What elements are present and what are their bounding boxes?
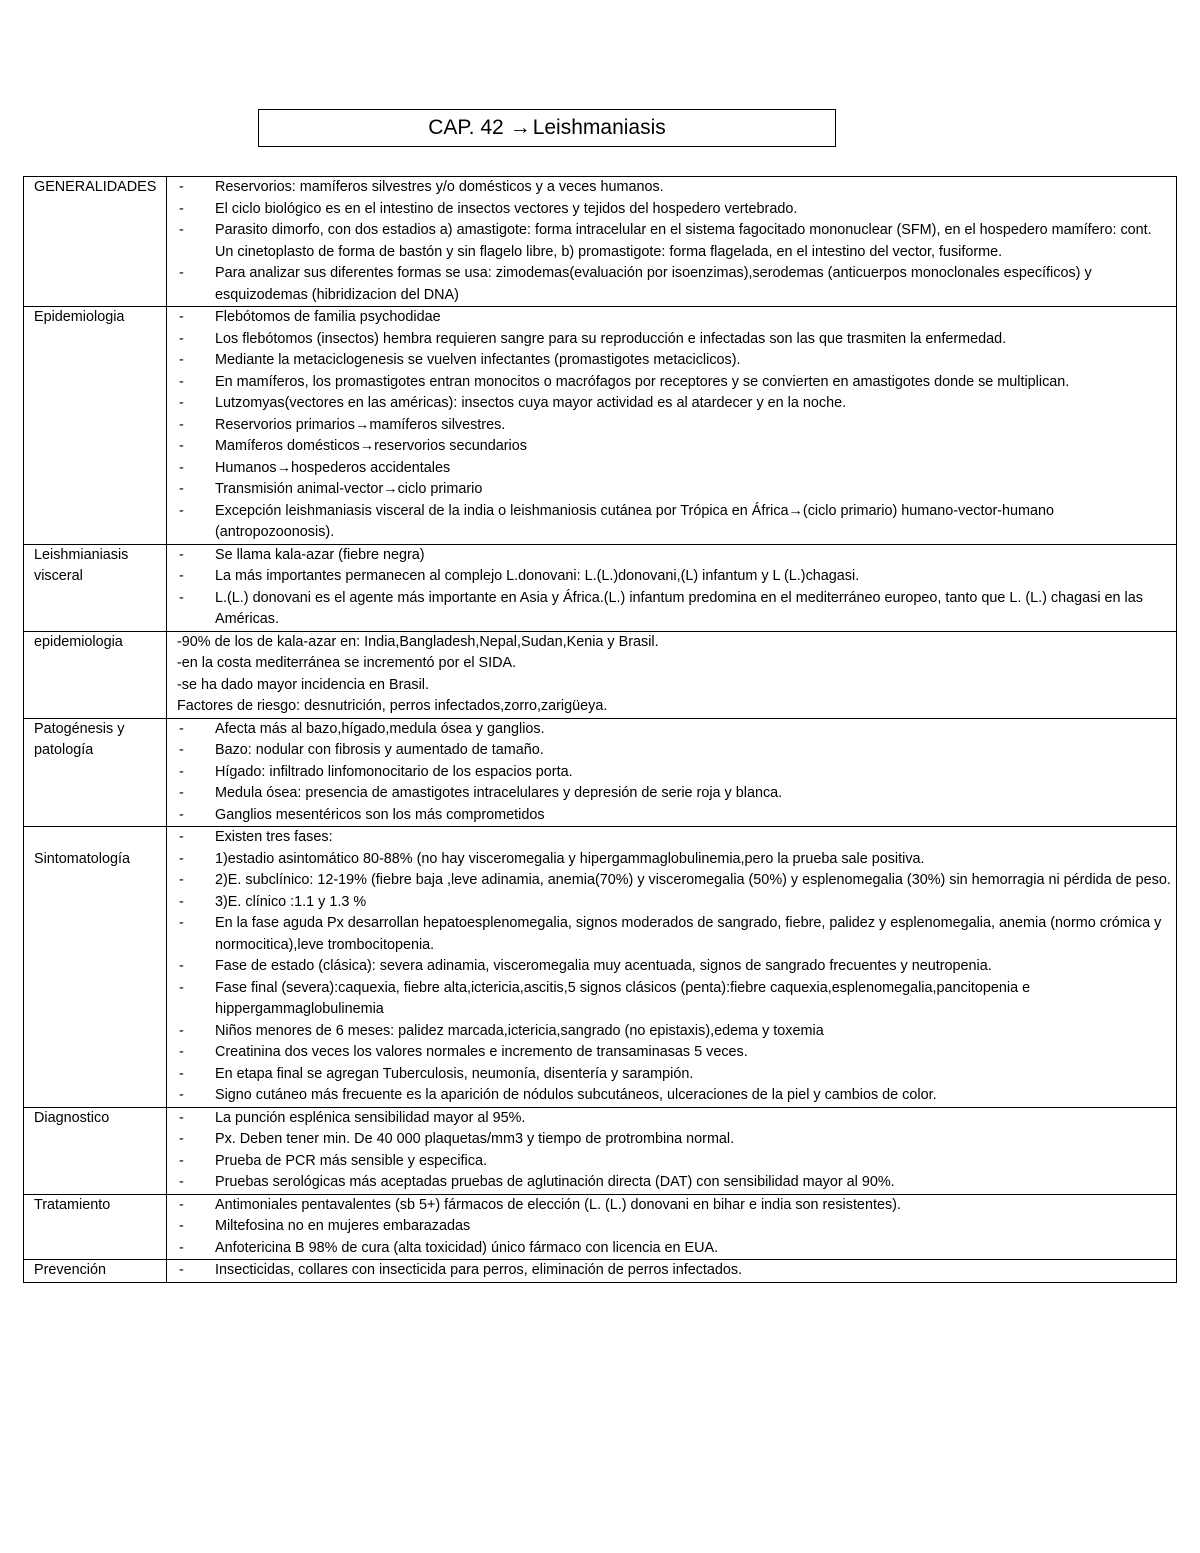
- chapter-name: Leishmaniasis: [532, 116, 666, 139]
- section-row: [24, 544, 1177, 631]
- list-item: - Medula ósea: presencia de amastigotes intracelulares y depresión de serie roja y blanca.: [177, 783, 1172, 805]
- section-label: [24, 307, 167, 545]
- list-item: - Anfotericina B 98% de cura (alta toxicidad) único fármaco con licencia en EUA.: [177, 1238, 1172, 1260]
- section-content: [167, 1260, 1177, 1283]
- section-content: [167, 631, 1177, 718]
- list-item: - Reservorios primarios→mamíferos silvestres.: [177, 415, 1172, 437]
- section-label-text: Patogénesis y patología: [34, 720, 125, 758]
- text-line: -90% de los de kala-azar en: India,Bangladesh,Nepal,Sudan,Kenia y Brasil.: [177, 633, 659, 650]
- text-line: Factores de riesgo: desnutrición, perros infectados,zorro,zarigüeya.: [177, 698, 608, 714]
- list-item: - La más importantes permanecen al complejo L.donovani: L.(L.)donovani,(L) infantum y L (L.)chagasi.: [177, 566, 1172, 588]
- bullet-list: [177, 307, 1172, 544]
- bullet-list: [177, 1195, 1172, 1260]
- list-item: - Prueba de PCR más sensible y especifica.: [177, 1151, 1172, 1173]
- list-item: - Humanos→hospederos accidentales: [177, 458, 1172, 480]
- bullet-list: [177, 1108, 1172, 1194]
- section-row: [24, 1194, 1177, 1260]
- list-item: - Miltefosina no en mujeres embarazadas: [177, 1216, 1172, 1238]
- list-item: - Existen tres fases:: [177, 827, 1172, 849]
- section-content: [167, 718, 1177, 827]
- section-label: [24, 718, 167, 827]
- bullet-list: [177, 545, 1172, 631]
- list-item: - Lutzomyas(vectores en las américas): insectos cuya mayor actividad es al atardecer y en la noche.: [177, 393, 1172, 415]
- section-label: [24, 1107, 167, 1194]
- section-label: [24, 1194, 167, 1260]
- list-item: - Signo cutáneo más frecuente es la aparición de nódulos subcutáneos, ulceraciones de la piel y cambios de color.: [177, 1085, 1172, 1107]
- list-item: - 2)E. subclínico: 12-19% (fiebre baja ,leve adinamia, anemia(70%) y visceromegalia (50%) y esplenomegalia (30%) sin hemorragia ni pérdida de peso.: [177, 870, 1172, 892]
- section-content: [167, 1107, 1177, 1194]
- text-line: -en la costa mediterránea se incrementó por el SIDA.: [177, 655, 517, 671]
- list-item: - Los flebótomos (insectos) hembra requieren sangre para su reproducción e infectadas son las que trasmiten la enfermedad.: [177, 329, 1172, 351]
- list-item: - El ciclo biológico es en el intestino de insectos vectores y tejidos del hospedero vertebrado.: [177, 199, 1172, 221]
- bullet-list: [177, 827, 1172, 1107]
- section-row: [24, 827, 1177, 1108]
- label-spacer: [34, 827, 162, 849]
- section-label: [24, 827, 167, 1108]
- chapter-title-box: [258, 109, 836, 147]
- section-row: [24, 177, 1177, 307]
- section-label: [24, 177, 167, 307]
- section-label-text: Epidemiologia: [34, 309, 125, 325]
- section-content: [167, 827, 1177, 1108]
- right-arrow-icon: →: [509, 116, 531, 139]
- section-content: [167, 544, 1177, 631]
- section-label-text: Prevención: [34, 1262, 106, 1278]
- section-content: [167, 1194, 1177, 1260]
- section-label-text: epidemiologia: [34, 633, 123, 650]
- list-item: - Reservorios: mamíferos silvestres y/o domésticos y a veces humanos.: [177, 177, 1172, 199]
- list-item: - Transmisión animal-vector→ciclo primario: [177, 479, 1172, 501]
- section-label: [24, 544, 167, 631]
- list-item: - Flebótomos de familia psychodidae: [177, 307, 1172, 329]
- list-item: - 1)estadio asintomático 80-88% (no hay visceromegalia y hipergammaglobulinemia,pero la prueba sale positiva.: [177, 849, 1172, 871]
- list-item: - Se llama kala-azar (fiebre negra): [177, 545, 1172, 567]
- list-item: - La punción esplénica sensibilidad mayor al 95%.: [177, 1108, 1172, 1130]
- section-label-text: Leishmianiasis visceral: [34, 546, 129, 584]
- section-row: [24, 1260, 1177, 1283]
- list-item: - Parasito dimorfo, con dos estadios a) amastigote: forma intracelular en el sistema fagocitado mononuclear (SFM), en el hospedero mamífero: cont. Un cinetoplasto de forma de bastón y sin flagelo libre, b) promastigote: forma flagelada, en el intestino del vector, fusiforme.: [177, 220, 1172, 263]
- bullet-list: [177, 177, 1172, 306]
- list-item: - Para analizar sus diferentes formas se usa: zimodemas(evaluación por isoenzimas),serodemas (anticuerpos monoclonales específicos) y esquizodemas (hibridizacion del DNA): [177, 263, 1172, 306]
- list-item: - Bazo: nodular con fibrosis y aumentado de tamaño.: [177, 740, 1172, 762]
- list-item: - Fase final (severa):caquexia, fiebre alta,ictericia,ascitis,5 signos clásicos (penta):fiebre caquexia,esplenomegalia,pancitopenia e hippergammaglobulinemia: [177, 978, 1172, 1021]
- section-label-text: Tratamiento: [34, 1196, 111, 1213]
- list-item: - Ganglios mesentéricos son los más comprometidos: [177, 805, 1172, 827]
- list-item: - Insecticidas, collares con insecticida para perros, eliminación de perros infectados.: [177, 1260, 1172, 1282]
- section-content: [167, 177, 1177, 307]
- list-item: - En la fase aguda Px desarrollan hepatoesplenomegalia, signos moderados de sangrado, fiebre, palidez y esplenomegalia, anemia (normo crómica y normocitica),leve trombocitopenia.: [177, 913, 1172, 956]
- list-item: - Excepción leishmaniasis visceral de la india o leishmaniosis cutánea por Trópica en África→(ciclo primario) humano-vector-humano (antropozoonosis).: [177, 501, 1172, 544]
- section-label-text: Sintomatología: [34, 850, 130, 867]
- section-row: [24, 631, 1177, 718]
- section-row: [24, 1107, 1177, 1194]
- list-item: - Px. Deben tener min. De 40 000 plaquetas/mm3 y tiempo de protrombina normal.: [177, 1129, 1172, 1151]
- list-item: - En mamíferos, los promastigotes entran monocitos o macrófagos por receptores y se convierten en amastigotes donde se multiplican.: [177, 372, 1172, 394]
- list-item: - Pruebas serológicas más aceptadas pruebas de aglutinación directa (DAT) con sensibilidad mayor al 90%.: [177, 1172, 1172, 1194]
- section-label: [24, 631, 167, 718]
- list-item: - 3)E. clínico :1.1 y 1.3 %: [177, 892, 1172, 914]
- list-item: - Creatinina dos veces los valores normales e incremento de transaminasas 5 veces.: [177, 1042, 1172, 1064]
- section-row: [24, 718, 1177, 827]
- section-row: [24, 307, 1177, 545]
- list-item: - Fase de estado (clásica): severa adinamia, visceromegalia muy acentuada, signos de sangrado frecuentes y neutropenia.: [177, 956, 1172, 978]
- list-item: - En etapa final se agregan Tuberculosis, neumonía, disentería y sarampión.: [177, 1064, 1172, 1086]
- section-label: [24, 1260, 167, 1283]
- text-line: -se ha dado mayor incidencia en Brasil.: [177, 676, 429, 693]
- list-item: - Afecta más al bazo,hígado,medula ósea y ganglios.: [177, 719, 1172, 741]
- bullet-list: [177, 1260, 1172, 1282]
- notes-table: [23, 176, 1177, 1283]
- bullet-list: [177, 719, 1172, 827]
- list-item: - Niños menores de 6 meses: palidez marcada,ictericia,sangrado (no epistaxis),edema y toxemia: [177, 1021, 1172, 1043]
- chapter-number: CAP. 42: [428, 116, 504, 139]
- list-item: - Mediante la metaciclogenesis se vuelven infectantes (promastigotes metaciclicos).: [177, 350, 1172, 372]
- list-item: - L.(L.) donovani es el agente más importante en Asia y África.(L.) infantum predomina en el mediterráneo europeo, tanto que L. (L.) chagasi en las Américas.: [177, 588, 1172, 631]
- section-content: [167, 307, 1177, 545]
- list-item: - Antimoniales pentavalentes (sb 5+) fármacos de elección (L. (L.) donovani en bihar e india son resistentes).: [177, 1195, 1172, 1217]
- section-label-text: GENERALIDADES: [34, 179, 157, 195]
- section-label-text: Diagnostico: [34, 1109, 110, 1126]
- list-item: - Hígado: infiltrado linfomonocitario de los espacios porta.: [177, 762, 1172, 784]
- list-item: - Mamíferos domésticos→reservorios secundarios: [177, 436, 1172, 458]
